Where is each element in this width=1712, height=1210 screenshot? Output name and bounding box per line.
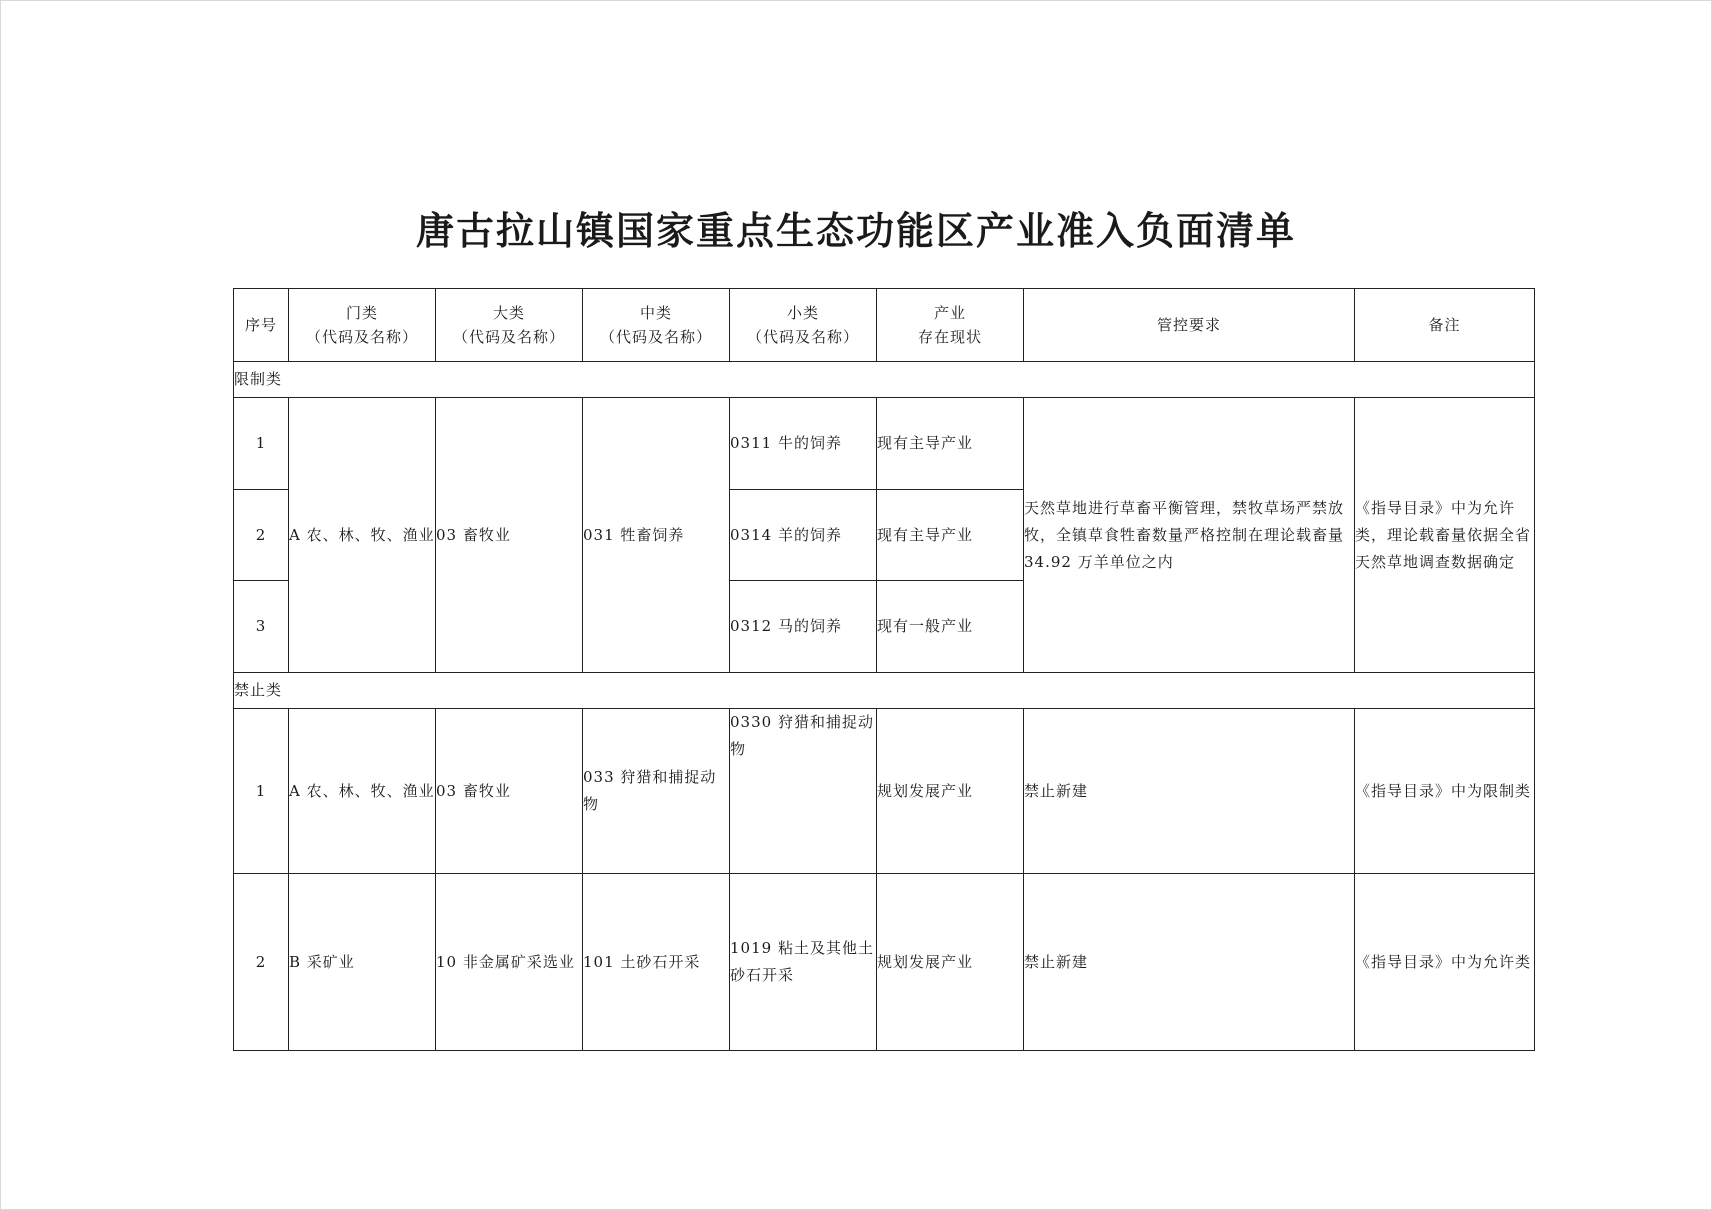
seq-cell: 2 <box>234 874 289 1051</box>
negative-list-table <box>233 288 1535 1051</box>
header-gate-sub: （代码及名称） <box>305 328 418 346</box>
header-mid <box>583 289 730 362</box>
status-cell: 现有一般产业 <box>877 581 1024 673</box>
mid-cell: 101 土砂石开采 <box>583 874 730 1051</box>
header-minor-title: 小类 <box>786 304 819 322</box>
header-row <box>234 289 1535 362</box>
major-cell: 03 畜牧业 <box>436 398 583 673</box>
table-row <box>234 398 1535 490</box>
header-remark: 备注 <box>1355 289 1535 362</box>
control-cell: 禁止新建 <box>1024 874 1355 1051</box>
header-minor <box>730 289 877 362</box>
status-cell: 规划发展产业 <box>877 874 1024 1051</box>
status-cell: 规划发展产业 <box>877 709 1024 874</box>
gate-cell: A 农、林、牧、渔业 <box>289 398 436 673</box>
header-gate-title: 门类 <box>345 304 378 322</box>
header-status-sub: 存在现状 <box>917 328 982 346</box>
minor-cell: 0330 狩猎和捕捉动物 <box>730 709 877 874</box>
seq-cell: 1 <box>234 709 289 874</box>
header-status-title: 产业 <box>933 304 966 322</box>
seq-cell: 2 <box>234 490 289 581</box>
header-mid-sub: （代码及名称） <box>599 328 712 346</box>
minor-cell: 0312 马的饲养 <box>730 581 877 673</box>
status-cell: 现有主导产业 <box>877 398 1024 490</box>
minor-cell: 1019 粘土及其他土砂石开采 <box>730 874 877 1051</box>
remark-cell: 《指导目录》中为允许类，理论载畜量依据全省天然草地调查数据确定 <box>1355 398 1535 673</box>
seq-cell: 1 <box>234 398 289 490</box>
table-row <box>234 874 1535 1051</box>
page-title: 唐古拉山镇国家重点生态功能区产业准入负面清单 <box>415 208 1296 253</box>
table-row <box>234 709 1535 874</box>
minor-cell: 0311 牛的饲养 <box>730 398 877 490</box>
seq-cell: 3 <box>234 581 289 673</box>
major-cell: 10 非金属矿采选业 <box>436 874 583 1051</box>
mid-cell: 031 牲畜饲养 <box>583 398 730 673</box>
gate-cell: B 采矿业 <box>289 874 436 1051</box>
gate-cell: A 农、林、牧、渔业 <box>289 709 436 874</box>
header-major <box>436 289 583 362</box>
section-row-restricted <box>234 362 1535 398</box>
section-label-prohibited: 禁止类 <box>234 673 1535 709</box>
header-major-title: 大类 <box>492 304 525 322</box>
section-row-prohibited <box>234 673 1535 709</box>
header-seq: 序号 <box>234 289 289 362</box>
status-cell: 现有主导产业 <box>877 490 1024 581</box>
minor-cell: 0314 羊的饲养 <box>730 490 877 581</box>
header-control: 管控要求 <box>1024 289 1355 362</box>
remark-cell: 《指导目录》中为允许类 <box>1355 874 1535 1051</box>
remark-cell: 《指导目录》中为限制类 <box>1355 709 1535 874</box>
control-cell: 禁止新建 <box>1024 709 1355 874</box>
mid-cell: 033 狩猎和捕捉动物 <box>583 709 730 874</box>
control-cell: 天然草地进行草畜平衡管理，禁牧草场严禁放牧，全镇草食牲畜数量严格控制在理论载畜量 34.92 万羊单位之内 <box>1024 398 1355 673</box>
header-mid-title: 中类 <box>639 304 672 322</box>
header-major-sub: （代码及名称） <box>452 328 565 346</box>
section-label-restricted: 限制类 <box>234 362 1535 398</box>
header-status <box>877 289 1024 362</box>
header-minor-sub: （代码及名称） <box>746 328 859 346</box>
major-cell: 03 畜牧业 <box>436 709 583 874</box>
header-gate <box>289 289 436 362</box>
